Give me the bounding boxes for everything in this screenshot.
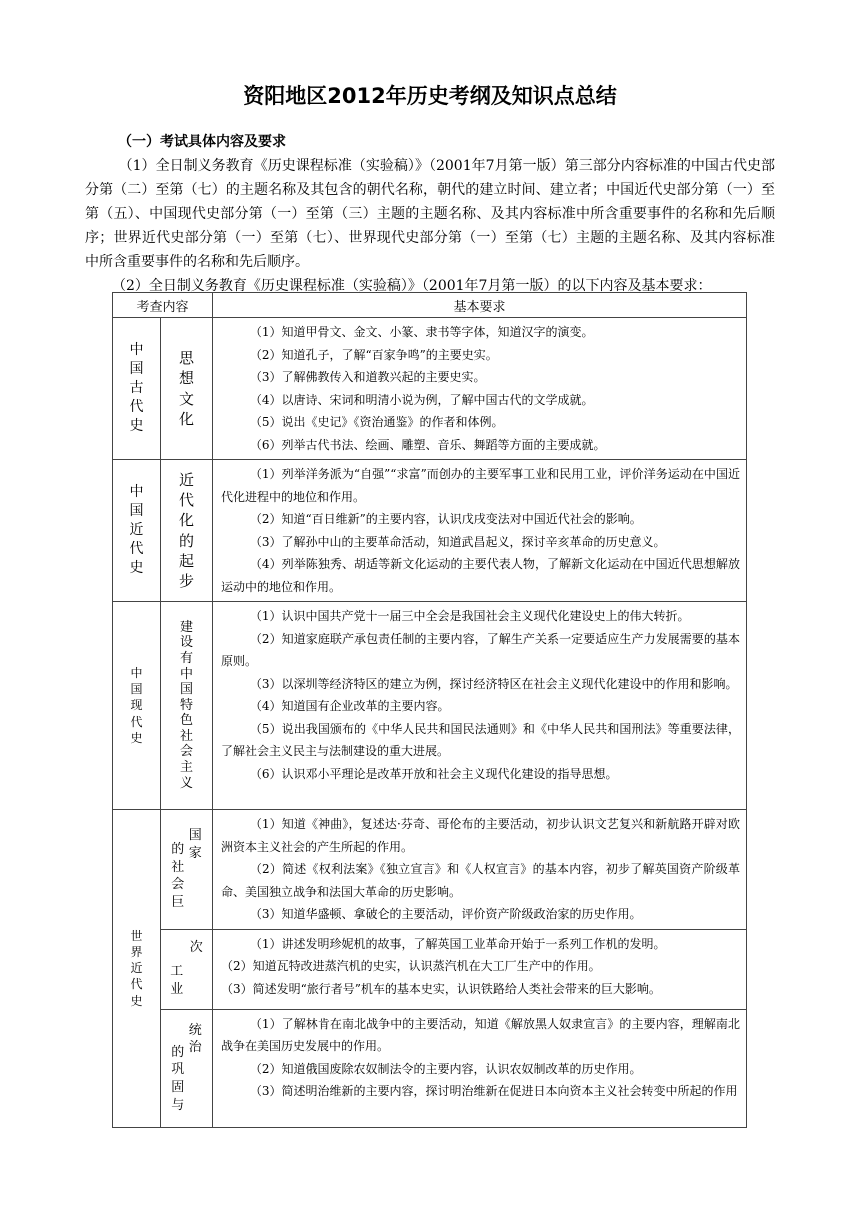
period-cell	[113, 318, 161, 460]
requirement-item: （1）讲述发明珍妮机的故事，了解英国工业革命开始于一系列工作机的发明。	[249, 936, 666, 951]
requirement-item: （5）说出我国颁布的《中华人民共和国民法通则》和《中华人民共和国刑法》等重要法律，了解社会主义民主与法制建设的重大进展。	[221, 721, 740, 758]
period-cell	[113, 602, 161, 810]
period-label: 中国古代史	[129, 342, 144, 434]
period-label: 中国近代史	[129, 484, 144, 576]
period-label: 中国现代史	[130, 666, 143, 745]
theme-cell	[161, 460, 213, 602]
requirement-item: （2）简述《权利法案》《独立宣言》和《人权宣言》的基本内容，初步了解英国资产阶级革命、美国独立战争和法国大革命的历史影响。	[221, 862, 740, 899]
requirements-table	[112, 292, 747, 1128]
requirements-cell	[213, 318, 747, 460]
requirement-item: （2）知道孔子，了解“百家争鸣”的主要史实。	[249, 347, 498, 362]
requirement-item: （3）了解孙中山的主要革命活动，知道武昌起义，探讨辛亥革命的历史意义。	[249, 534, 666, 549]
requirements-cell	[213, 1009, 747, 1127]
header-requirements: 基本要求	[213, 293, 747, 318]
requirement-item: （2）知道“百日维新”的主要内容，认识戊戌变法对中国近代社会的影响。	[249, 512, 642, 526]
requirements-cell	[213, 810, 747, 930]
theme-cell	[161, 929, 213, 1009]
requirement-item: （4）列举陈独秀、胡适等新文化运动的主要代表人物，了解新文化运动在中国近代思想解放运动中的地位和作用。	[221, 557, 740, 594]
requirement-item: （3）简述明治维新的主要内容，探讨明治维新在促进日本向资本主义社会转变中所起的作用	[249, 1084, 738, 1098]
period-cell	[113, 810, 161, 1128]
section-heading: （一）考试具体内容及要求	[118, 134, 286, 150]
requirement-item: （1）知道《神曲》，复述达·芬奇、哥伦布的主要活动，初步认识文艺复兴和新航路开辟对欧洲资本主义社会的产生所起的作用。	[221, 817, 740, 854]
period-label: 世界近代史	[130, 928, 143, 1008]
requirement-item: （2）知道家庭联产承包责任制的主要内容，了解生产关系一定要适应生产力发展需要的基本原则。	[221, 631, 740, 668]
theme-label: 思想文化	[178, 349, 194, 428]
requirement-item: （6）认识邓小平理论是改革开放和社会主义现代化建设的指导思想。	[249, 766, 618, 781]
theme-label: 的社会巨	[171, 842, 185, 910]
theme-label: 次	[189, 940, 203, 956]
period-cell	[113, 460, 161, 602]
theme-label: 近代化的起步	[178, 470, 194, 590]
theme-cell	[161, 1009, 213, 1127]
theme-cell	[161, 810, 213, 930]
requirement-item: （1）认识中国共产党十一届三中全会是我国社会主义现代化建设史上的伟大转折。	[249, 609, 690, 623]
theme-cell	[161, 318, 213, 460]
theme-label: 国家	[188, 828, 202, 861]
theme-label: 的巩固与	[171, 1044, 185, 1113]
requirement-item: （3）了解佛教传入和道教兴起的主要史实。	[249, 370, 486, 384]
requirement-item: （2）知道瓦特改进蒸汽机的史实，认识蒸汽机在大工厂生产中的作用。	[221, 959, 601, 973]
theme-label: 建设有中国特色社会主义	[179, 619, 193, 791]
requirement-item: （3）简述发明“旅行者号”机车的基本史实，认识铁路给人类社会带来的巨大影响。	[221, 981, 661, 996]
header-content: 考查内容	[113, 293, 213, 318]
requirement-item: （1）列举洋务派为“自强”“求富”而创办的主要军事工业和民用工业，评价洋务运动在中国近代化进程中的地位和作用。	[221, 467, 740, 504]
document-title: 资阳地区2012年历史考纲及知识点总结	[243, 84, 617, 108]
intro-paragraph-2: （2）全日制义务教育《历史课程标准（实验稿）》（2001年7月第一版）的以下内容及基本要求：	[112, 278, 712, 294]
requirement-item: （1）知道甲骨文、金文、小篆、隶书等字体，知道汉字的演变。	[249, 325, 594, 339]
requirement-item: （1）了解林肯在南北战争中的主要活动，知道《解放黑人奴隶宣言》的主要内容，理解南北战争在美国历史发展中的作用。	[221, 1016, 740, 1053]
requirements-cell	[213, 460, 747, 602]
theme-label: 工业	[170, 964, 184, 997]
requirements-cell	[213, 929, 747, 1009]
requirements-cell	[213, 602, 747, 810]
requirement-item: （6）列举古代书法、绘画、雕塑、音乐、舞蹈等方面的主要成就。	[249, 437, 606, 452]
requirement-item: （5）说出《史记》《资治通鉴》的作者和体例。	[249, 415, 504, 429]
theme-label: 统治	[188, 1022, 202, 1056]
requirement-item: （4）知道国有企业改革的主要内容。	[249, 699, 450, 713]
requirement-item: （3）知道华盛顿、拿破仑的主要活动，评价资产阶级政治家的历史作用。	[249, 907, 642, 921]
requirement-item: （4）以唐诗、宋词和明清小说为例，了解中国古代的文学成就。	[249, 392, 594, 407]
requirement-item: （3）以深圳等经济特区的建立为例，探讨经济特区在社会主义现代化建设中的作用和影响。	[249, 676, 738, 691]
intro-paragraph-1: （1）全日制义务教育《历史课程标准（实验稿）》（2001年7月第一版）第三部分内容标准的中国古代史部分第（二）至第（七）的主题名称及其包含的朝代名称，朝代的建立时间、建立者；中国近代史部分第（一）至第（五）、中国现代史部分第（一）至第（三）主题的主题名称、及其内容标准中所含重要事件的名称和先后顺序；世界近代史部分第（一）至第（七）、世界现代史部分第（一）至第（七）主题的主题名称、及其内容标准中所含重要事件的名称和先后顺序。	[85, 158, 775, 270]
requirement-item: （2）知道俄国废除农奴制法令的主要内容，认识农奴制改革的历史作用。	[249, 1061, 642, 1076]
theme-cell	[161, 602, 213, 810]
